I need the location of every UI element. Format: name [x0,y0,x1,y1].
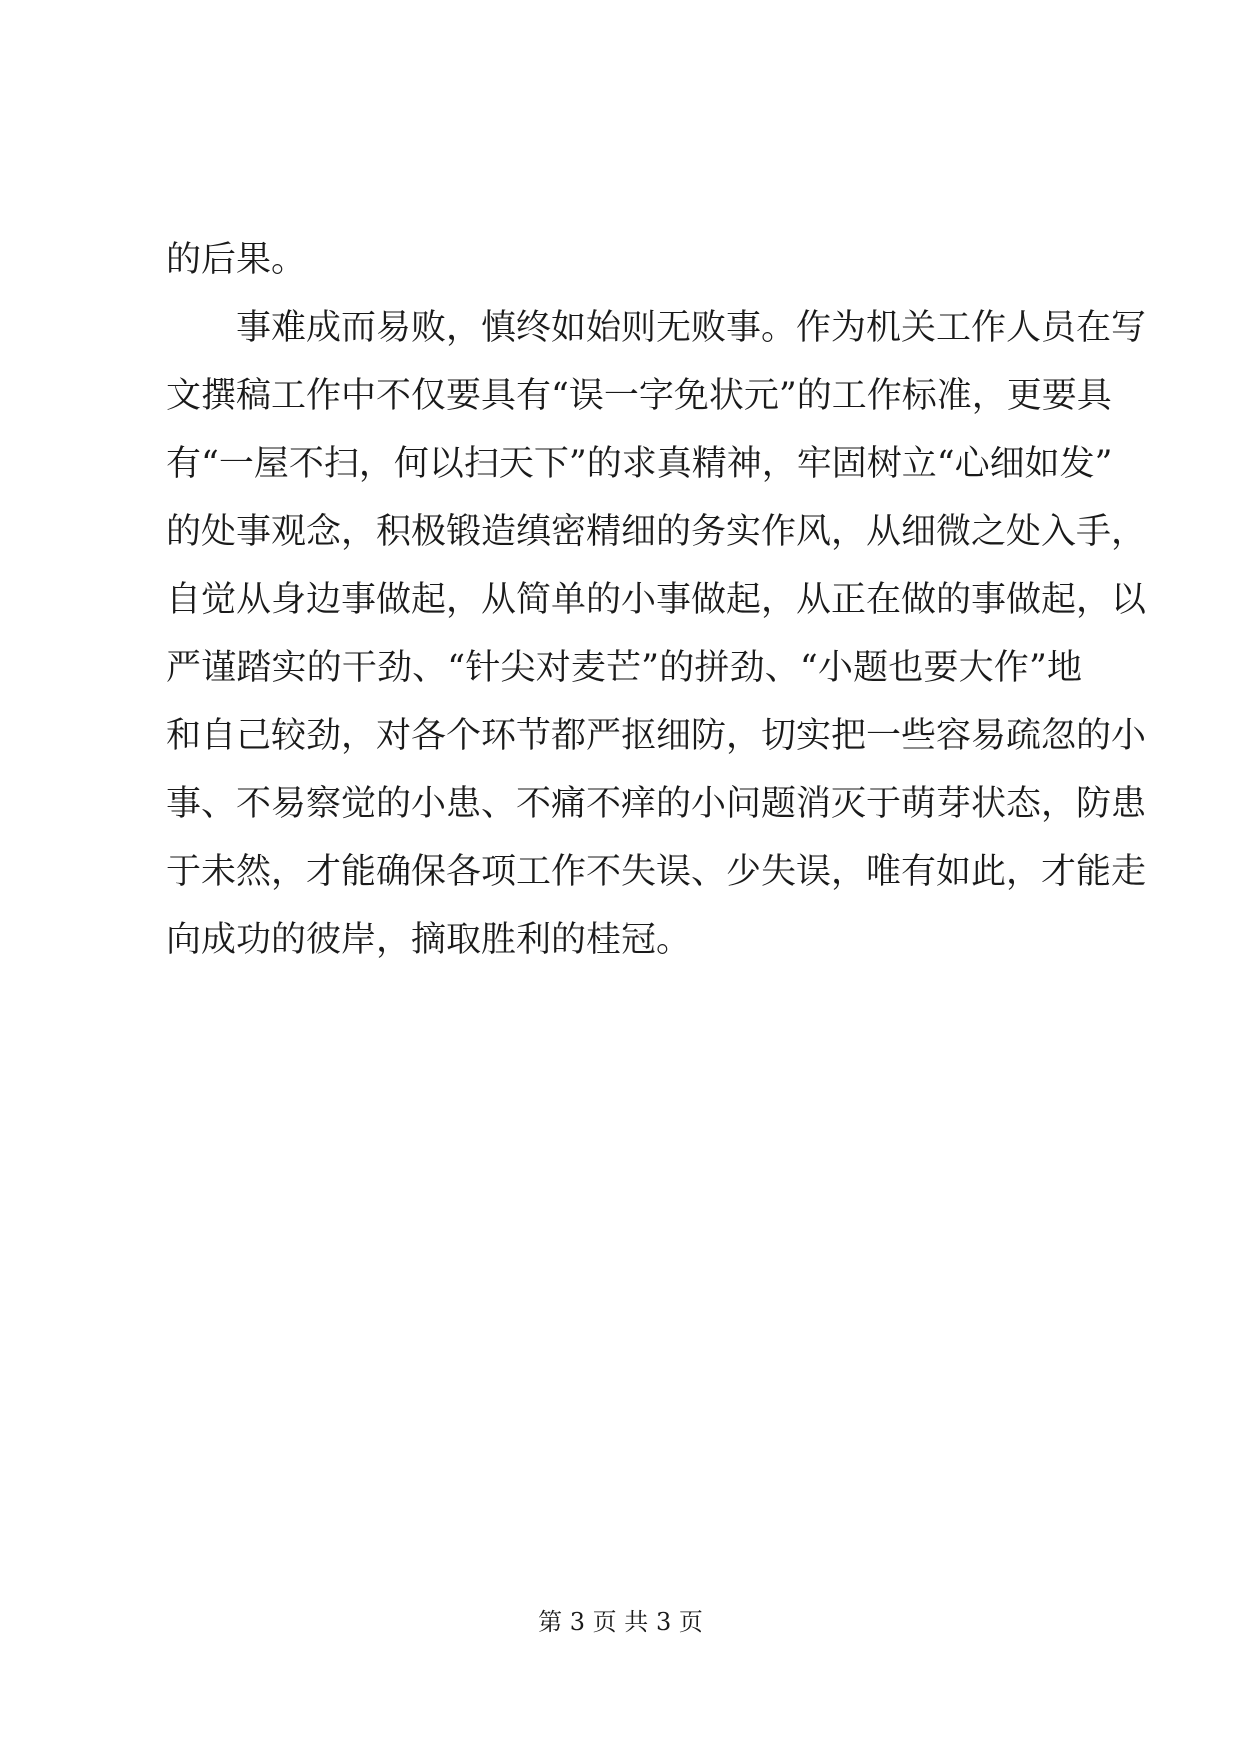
paragraph-2-line-1: 事难成而易败，慎终如始则无败事。作为机关工作人员在写 [236,308,1147,348]
paragraph-2-line-3: 有“一屋不扫，何以扫天下”的求真精神，牢固树立“心细如发” [166,444,1113,484]
paragraph-2-line-2: 文撰稿工作中不仅要具有“误一字免状元”的工作标准，更要具 [166,376,1112,416]
paragraph-2-line-10: 向成功的彼岸，摘取胜利的桂冠。 [166,920,692,960]
paragraph-2-line-9: 于未然，才能确保各项工作不失误、少失误，唯有如此，才能走 [166,852,1147,892]
paragraph-2-line-8: 事、不易察觉的小患、不痛不痒的小问题消灭于萌芽状态，防患 [166,784,1147,824]
page-footer [0,1605,1241,1639]
paragraph-1-line-1: 的后果。 [166,240,307,280]
paragraph-2-line-7: 和自己较劲，对各个环节都严抠细防，切实把一些容易疏忽的小 [166,716,1147,756]
paragraph-2-line-5: 自觉从身边事做起，从简单的小事做起，从正在做的事做起，以 [166,580,1147,620]
paragraph-2-line-6: 严谨踏实的干劲、“针尖对麦芒”的拼劲、“小题也要大作”地 [166,648,1082,688]
page-number: 第 3 页 共 3 页 [538,1608,703,1636]
body-text [166,226,1147,974]
paragraph-2-line-4: 的处事观念，积极锻造缜密精细的务实作风，从细微之处入手， [166,512,1147,552]
